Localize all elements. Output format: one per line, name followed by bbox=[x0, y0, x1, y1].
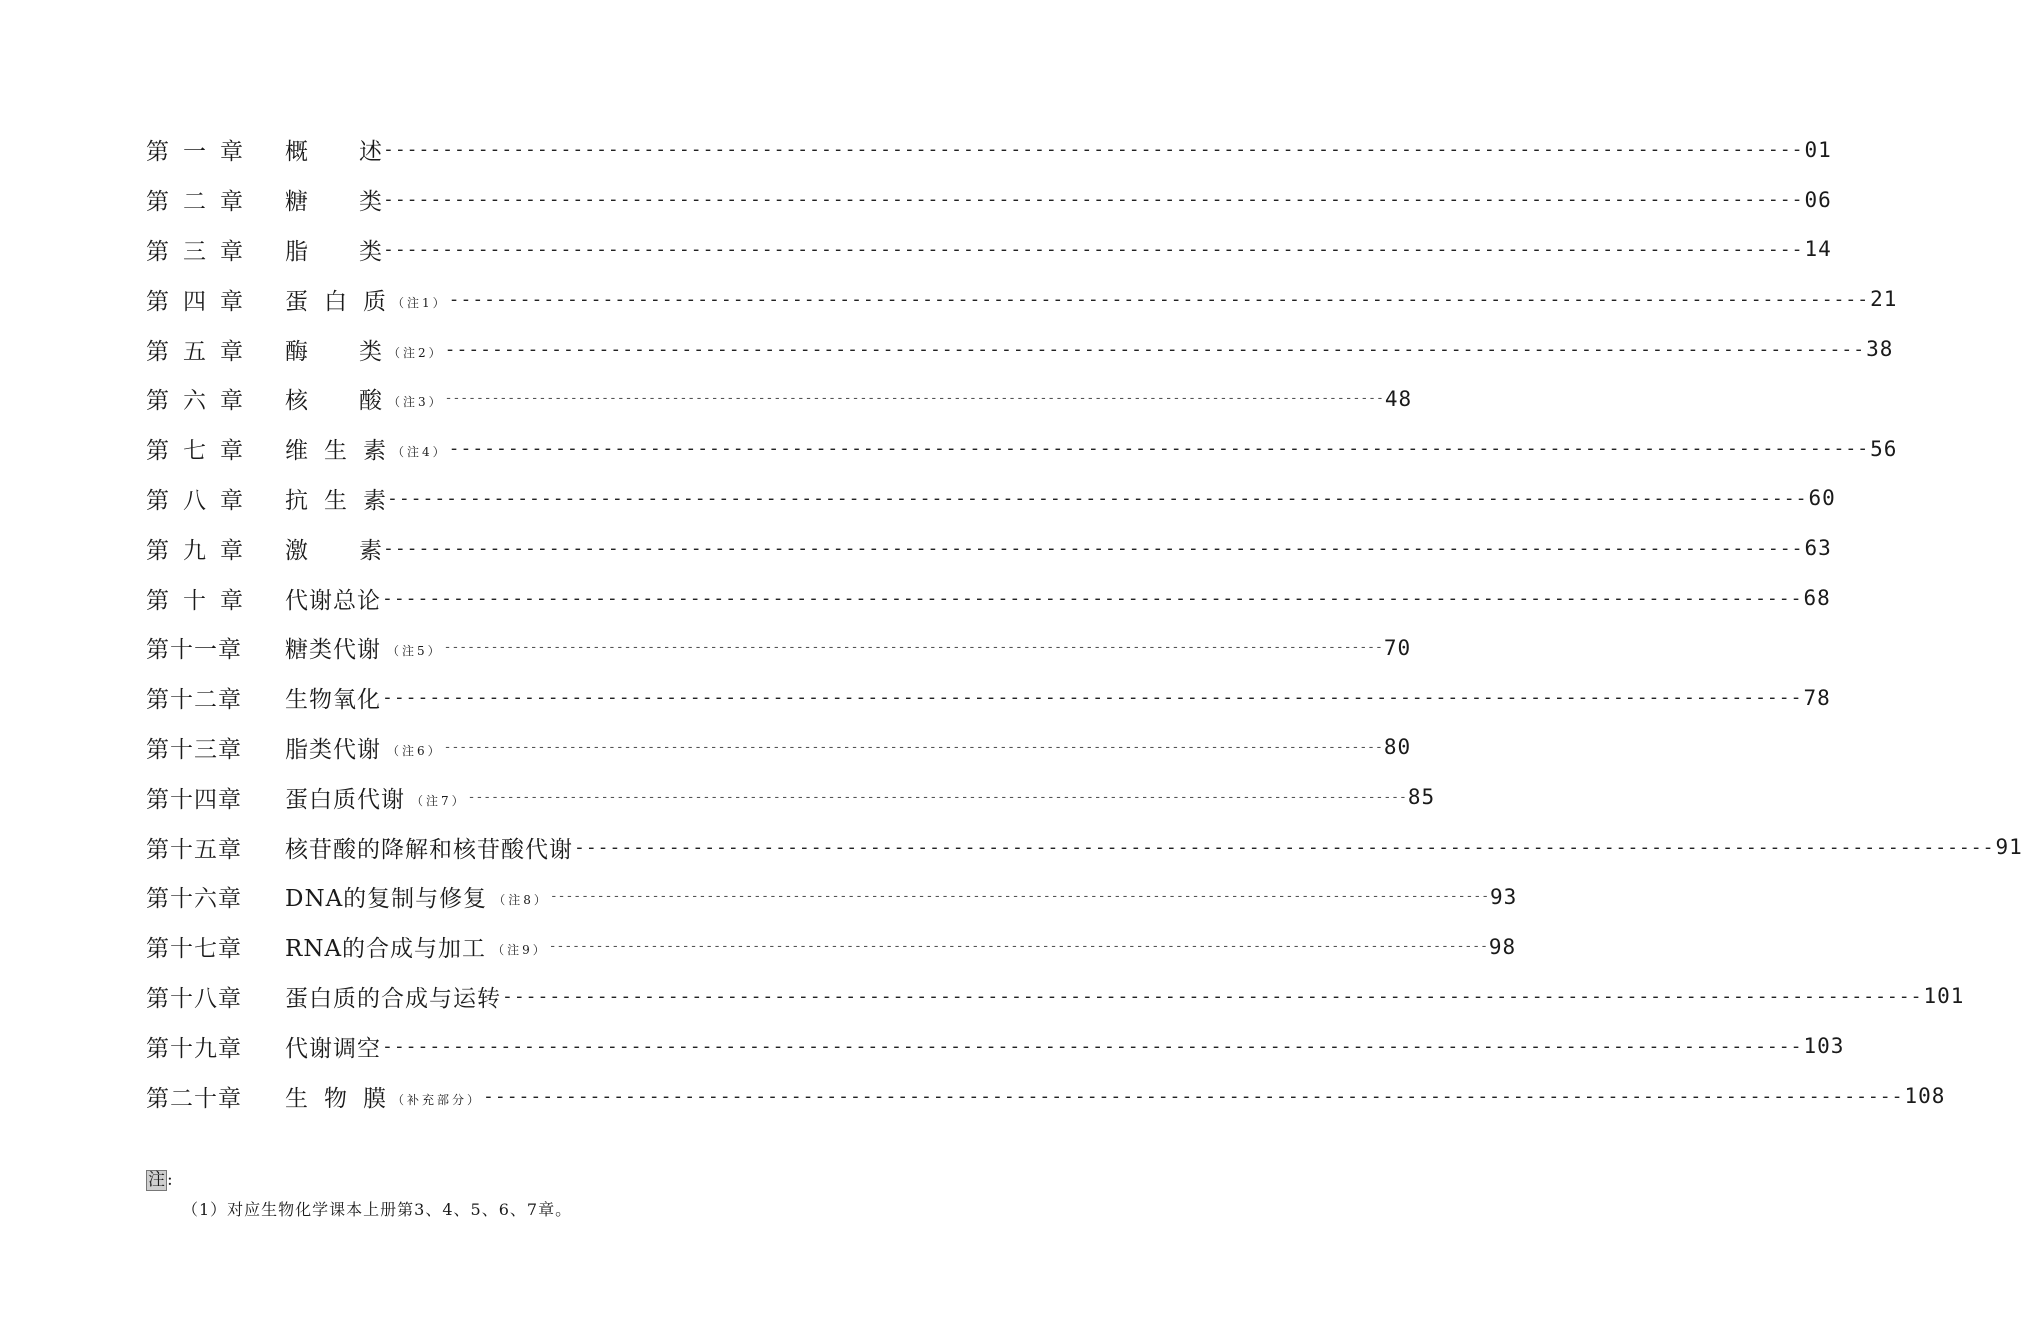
toc-page-number: 01 bbox=[1804, 137, 1832, 162]
toc-page-number: 85 bbox=[1407, 785, 1436, 810]
toc-page-number: 06 bbox=[1804, 187, 1832, 212]
toc-chapter-title: 蛋白质 bbox=[285, 288, 386, 315]
toc-page-number: 60 bbox=[1808, 486, 1836, 511]
notes-section bbox=[146, 1170, 846, 1220]
toc-chapter-title: 蛋白质的合成与运转 bbox=[285, 985, 501, 1012]
toc-chapter-number: 第十五章 bbox=[146, 836, 242, 863]
toc-leader: ------------------------------------------------------------------------------------------------------------------------ bbox=[387, 487, 1808, 509]
toc-note-ref: （注1） bbox=[392, 295, 448, 310]
toc-row bbox=[146, 822, 2023, 872]
toc-chapter-title: 脂类 bbox=[285, 238, 382, 265]
toc-leader: ------------------------------------------------------------------------------------------------------------------------ bbox=[383, 139, 1804, 161]
toc-leader: ------------------------------------------------------------------------------------------------------------------------ bbox=[443, 739, 1383, 755]
toc-page-number: 108 bbox=[1904, 1084, 1946, 1109]
toc-chapter-number: 第十六章 bbox=[146, 886, 242, 913]
toc-page-number: 21 bbox=[1870, 287, 1898, 312]
notes-heading bbox=[146, 1170, 173, 1191]
toc-leader: ------------------------------------------------------------------------------------------------------------------------ bbox=[448, 288, 1870, 310]
toc-page-number: 98 bbox=[1488, 934, 1517, 959]
toc-row bbox=[146, 1021, 1845, 1071]
toc-note-ref: （注5） bbox=[387, 644, 443, 659]
toc-row bbox=[146, 723, 1412, 773]
toc-title-last-char: 素 bbox=[363, 438, 386, 465]
toc-page-number: 63 bbox=[1804, 536, 1832, 561]
toc-chapter-number: 第十九章 bbox=[146, 1035, 242, 1062]
toc-chapter-title: DNA的复制与修复 bbox=[285, 886, 488, 913]
toc-page-number: 48 bbox=[1384, 386, 1413, 411]
note-line-1: （1）对应生物化学课本上册第3、4、5、6、7章。 bbox=[182, 1200, 573, 1219]
toc-row bbox=[146, 1071, 1946, 1121]
notes-heading-label: 注 bbox=[148, 1170, 165, 1190]
toc-row bbox=[146, 872, 1518, 922]
toc-chapter-number: 第十二章 bbox=[146, 687, 242, 714]
toc-row bbox=[146, 125, 1832, 175]
toc-row bbox=[146, 573, 1831, 623]
toc-chapter-number: 第二章 bbox=[146, 189, 257, 216]
toc-chapter-number: 第十八章 bbox=[146, 985, 242, 1012]
toc-chapter-number: 第八章 bbox=[146, 487, 257, 514]
toc-chapter-number: 第五章 bbox=[146, 338, 257, 365]
toc-row bbox=[146, 972, 1965, 1022]
toc-leader: ------------------------------------------------------------------------------------------------------------------------ bbox=[574, 836, 1995, 858]
toc-leader: ------------------------------------------------------------------------------------------------------------------------ bbox=[443, 640, 1383, 656]
toc-leader: ------------------------------------------------------------------------------------------------------------------------ bbox=[444, 338, 1866, 360]
table-of-contents bbox=[146, 125, 2023, 1121]
toc-chapter-number: 第十章 bbox=[146, 587, 257, 614]
toc-chapter-number: 第十四章 bbox=[146, 786, 242, 813]
toc-chapter-title: 概述 bbox=[285, 139, 382, 166]
toc-chapter-title: 核苷酸的降解和核苷酸代谢 bbox=[285, 836, 573, 863]
toc-page-number: 80 bbox=[1383, 735, 1412, 760]
toc-leader: ------------------------------------------------------------------------------------------------------------------------ bbox=[549, 889, 1490, 905]
toc-page-number: 93 bbox=[1490, 884, 1518, 909]
toc-page-number: 70 bbox=[1383, 635, 1412, 660]
notes-heading-colon: : bbox=[167, 1170, 173, 1190]
toc-row bbox=[146, 324, 1894, 374]
toc-page-number: 68 bbox=[1803, 586, 1831, 611]
toc-page-number: 101 bbox=[1923, 984, 1965, 1009]
toc-chapter-title: 生物氧化 bbox=[285, 687, 381, 714]
toc-chapter-number: 第六章 bbox=[146, 388, 257, 415]
toc-note-ref: （注3） bbox=[388, 395, 444, 410]
toc-note-ref: （注7） bbox=[411, 793, 467, 808]
toc-leader: ------------------------------------------------------------------------------------------------------------------------ bbox=[382, 1035, 1803, 1057]
toc-chapter-number: 第三章 bbox=[146, 238, 257, 265]
toc-leader: ------------------------------------------------------------------------------------------------------------------------ bbox=[383, 238, 1804, 260]
toc-chapter-title: 酶类 bbox=[285, 338, 382, 365]
toc-chapter-number: 第九章 bbox=[146, 537, 257, 564]
toc-leader: ------------------------------------------------------------------------------------------------------------------------ bbox=[382, 687, 1803, 709]
toc-chapter-number: 第七章 bbox=[146, 438, 257, 465]
toc-row bbox=[146, 374, 1413, 424]
toc-page-number: 91 bbox=[1995, 835, 2023, 860]
toc-chapter-number: 第二十章 bbox=[146, 1085, 242, 1112]
toc-title-last-char: 类 bbox=[359, 189, 382, 216]
toc-row bbox=[146, 673, 1831, 723]
toc-leader: ------------------------------------------------------------------------------------------------------------------------ bbox=[467, 789, 1407, 805]
toc-chapter-title: 生物膜 bbox=[285, 1085, 386, 1112]
toc-chapter-title: RNA的合成与加工 bbox=[285, 936, 487, 963]
toc-chapter-number: 第十七章 bbox=[146, 936, 242, 963]
toc-chapter-title: 维生素 bbox=[285, 438, 386, 465]
toc-row bbox=[146, 274, 1898, 324]
toc-title-last-char: 素 bbox=[363, 487, 386, 514]
toc-chapter-number: 第一章 bbox=[146, 139, 257, 166]
toc-leader: ------------------------------------------------------------------------------------------------------------------------ bbox=[383, 537, 1804, 559]
toc-row bbox=[146, 623, 1412, 673]
toc-chapter-title: 代谢调空 bbox=[285, 1035, 381, 1062]
toc-row bbox=[146, 424, 1898, 474]
toc-chapter-title: 蛋白质代谢 bbox=[285, 786, 405, 813]
toc-note-ref: （注2） bbox=[388, 345, 444, 360]
toc-chapter-number: 第十一章 bbox=[146, 637, 242, 664]
toc-row bbox=[146, 523, 1832, 573]
toc-row bbox=[146, 772, 1436, 822]
toc-note-ref: （注8） bbox=[493, 893, 549, 908]
toc-title-last-char: 酸 bbox=[359, 388, 382, 415]
toc-row bbox=[146, 474, 1836, 524]
toc-note-ref: （补充部分） bbox=[392, 1092, 483, 1107]
toc-page-number: 38 bbox=[1866, 337, 1894, 362]
toc-note-ref: （注4） bbox=[392, 445, 448, 460]
toc-leader: ------------------------------------------------------------------------------------------------------------------------ bbox=[483, 1085, 1904, 1107]
toc-row bbox=[146, 922, 1517, 972]
toc-title-last-char: 膜 bbox=[363, 1085, 386, 1112]
toc-leader: ------------------------------------------------------------------------------------------------------------------------ bbox=[382, 587, 1803, 609]
toc-page-number: 103 bbox=[1803, 1034, 1845, 1059]
toc-leader: ------------------------------------------------------------------------------------------------------------------------ bbox=[548, 939, 1488, 955]
toc-title-last-char: 述 bbox=[359, 139, 382, 166]
toc-page-number: 78 bbox=[1803, 685, 1831, 710]
toc-chapter-number: 第十三章 bbox=[146, 736, 242, 763]
toc-title-last-char: 素 bbox=[359, 537, 382, 564]
toc-leader: ------------------------------------------------------------------------------------------------------------------------ bbox=[448, 438, 1870, 460]
toc-row bbox=[146, 225, 1832, 275]
toc-row bbox=[146, 175, 1832, 225]
toc-chapter-title: 糖类代谢 bbox=[285, 637, 381, 664]
toc-chapter-number: 第四章 bbox=[146, 288, 257, 315]
toc-chapter-title: 代谢总论 bbox=[285, 587, 381, 614]
toc-title-last-char: 类 bbox=[359, 238, 382, 265]
toc-note-ref: （注6） bbox=[387, 743, 443, 758]
toc-leader: ------------------------------------------------------------------------------------------------------------------------ bbox=[444, 391, 1384, 407]
toc-title-last-char: 质 bbox=[363, 288, 386, 315]
toc-leader: ------------------------------------------------------------------------------------------------------------------------ bbox=[383, 189, 1804, 211]
toc-chapter-title: 脂类代谢 bbox=[285, 736, 381, 763]
toc-chapter-title: 核酸 bbox=[285, 388, 382, 415]
toc-note-ref: （注9） bbox=[492, 943, 548, 958]
toc-page-number: 56 bbox=[1870, 436, 1898, 461]
toc-chapter-title: 抗生素 bbox=[285, 487, 386, 514]
toc-chapter-title: 糖类 bbox=[285, 189, 382, 216]
toc-page-number: 14 bbox=[1804, 237, 1832, 262]
toc-leader: ------------------------------------------------------------------------------------------------------------------------ bbox=[502, 985, 1923, 1007]
toc-chapter-title: 激素 bbox=[285, 537, 382, 564]
toc-title-last-char: 类 bbox=[359, 338, 382, 365]
